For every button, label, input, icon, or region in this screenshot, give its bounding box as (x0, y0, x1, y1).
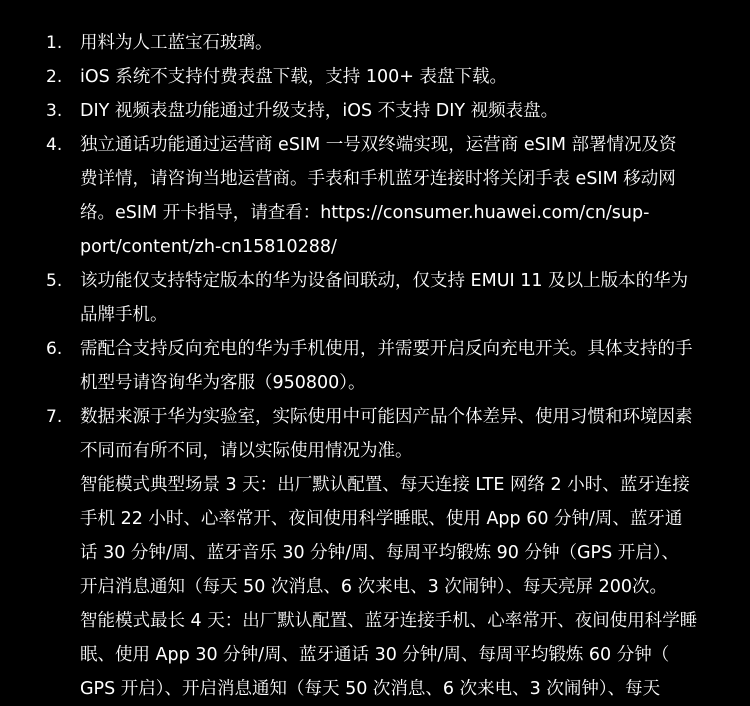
footnote-text-line: 手机 22 小时、心率常开、夜间使用科学睡眠、使用 App 60 分钟/周、蓝牙通 (80, 509, 683, 529)
footnote-text-line: 话 30 分钟/周、蓝牙音乐 30 分钟/周、每周平均锻炼 90 分钟（GPS 开启）、 (80, 543, 680, 563)
footnote-item (0, 60, 750, 94)
footnote-number: 5. (46, 271, 63, 291)
footnote-text-line: 智能模式最长 4 天：出厂默认配置、蓝牙连接手机、心率常开、夜间使用科学睡 (80, 611, 698, 631)
footnote-text-line: 智能模式典型场景 3 天：出厂默认配置、每天连接 LTE 网络 2 小时、蓝牙连接 (80, 475, 690, 495)
footnote-number: 3. (46, 101, 63, 121)
footnote-text-line: GPS 开启）、开启消息通知（每天 50 次消息、6 次来电、3 次闹钟）、每天 (80, 679, 661, 699)
footnote-number: 1. (46, 33, 63, 53)
footnote-text-line: 独立通话功能通过运营商 eSIM 一号双终端实现，运营商 eSIM 部署情况及资 (80, 135, 677, 155)
footnote-text-line: 费详情，请咨询当地运营商。手表和手机蓝牙连接时将关闭手表 eSIM 移动网 (80, 169, 676, 189)
footnote-text-line: 该功能仅支持特定版本的华为设备间联动，仅支持 EMUI 11 及以上版本的华为 (80, 271, 689, 291)
footnote-number: 2. (46, 67, 63, 87)
footnote-item (0, 128, 750, 264)
footnote-text-line: 开启消息通知（每天 50 次消息、6 次来电、3 次闹钟）、每天亮屏 200次。 (80, 577, 667, 597)
footnote-number: 4. (46, 135, 63, 155)
footnote-text-line: 用料为人工蓝宝石玻璃。 (80, 33, 273, 53)
footnote-item (0, 332, 750, 400)
footnote-item (0, 264, 750, 332)
footnote-text-line: 络。eSIM 开卡指导，请查看：https://consumer.huawei.com/cn/sup- (80, 203, 650, 223)
footnote-text-line: 数据来源于华为实验室，实际使用中可能因产品个体差异、使用习惯和环境因素 (80, 407, 693, 427)
footnote-text-line: port/content/zh-cn15810288/ (80, 237, 337, 257)
footnote-text-line: 需配合支持反向充电的华为手机使用，并需要开启反向充电开关。具体支持的手 (80, 339, 693, 359)
footnote-item (0, 94, 750, 128)
footnotes-list (0, 26, 750, 706)
footnote-text-line: 机型号请咨询华为客服（950800）。 (80, 373, 366, 393)
footnote-number: 7. (46, 407, 63, 427)
footnote-text-line: 眠、使用 App 30 分钟/周、蓝牙通话 30 分钟/周、每周平均锻炼 60 分钟（ (80, 645, 670, 665)
footnote-text-line: DIY 视频表盘功能通过升级支持，iOS 不支持 DIY 视频表盘。 (80, 101, 559, 121)
footnote-number: 6. (46, 339, 63, 359)
footnote-text-line: 不同而有所不同，请以实际使用情况为准。 (80, 441, 413, 461)
footnote-item (0, 400, 750, 706)
footnote-item (0, 26, 750, 60)
footnote-text-line: iOS 系统不支持付费表盘下载，支持 100+ 表盘下载。 (80, 67, 507, 87)
footnote-text-line: 品牌手机。 (80, 305, 168, 325)
